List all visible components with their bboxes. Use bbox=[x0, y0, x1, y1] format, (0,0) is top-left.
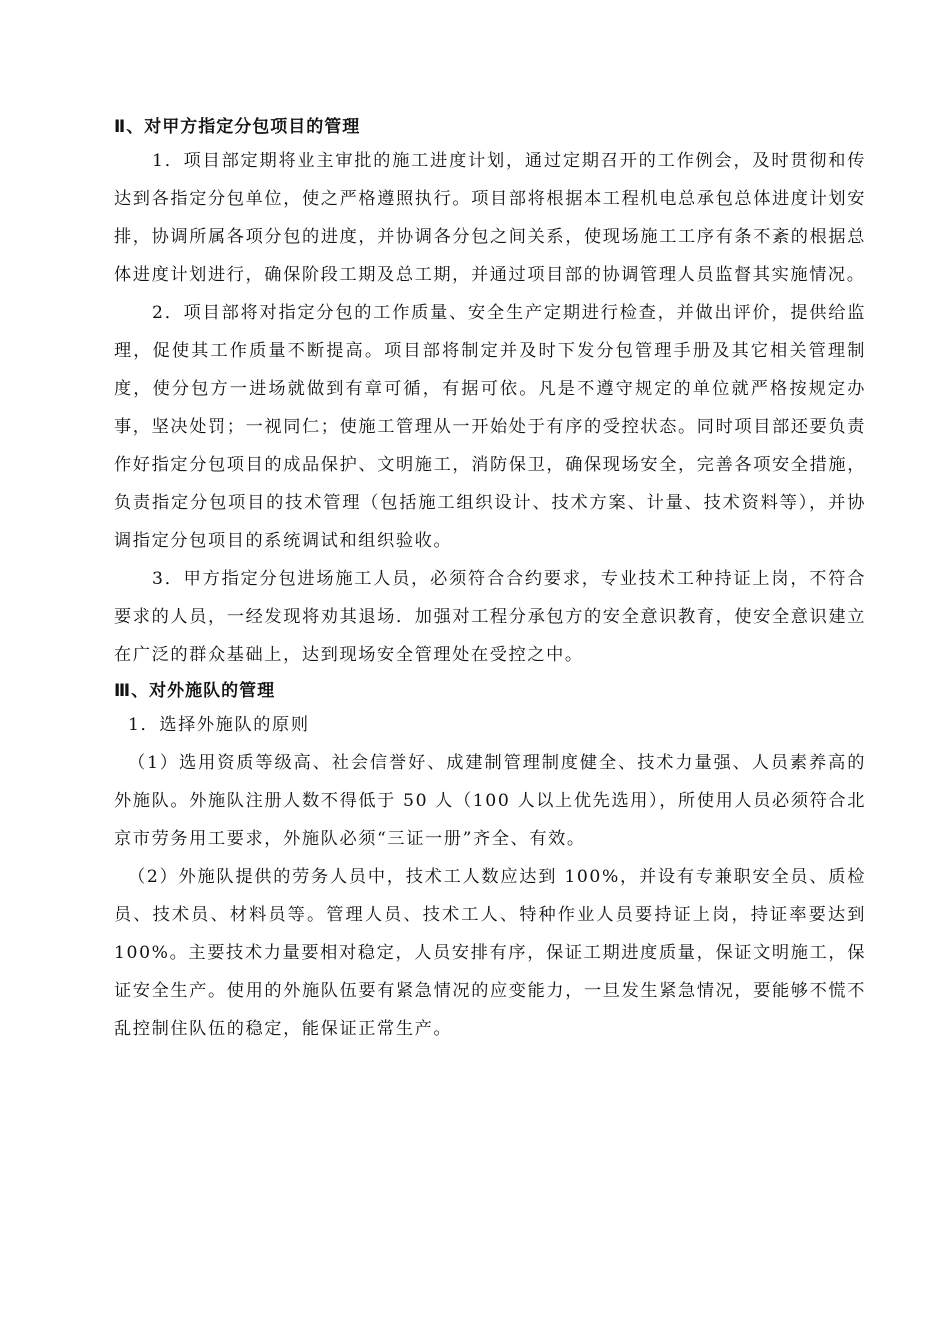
section-heading-3: Ⅲ、对外施队的管理 bbox=[114, 681, 276, 701]
paragraph-3-2: （2）外施队提供的劳务人员中，技术工人数应达到 100%，并设有专兼职安全员、质检员、技术员、材料员等。管理人员、技术工人、特种作业人员要持证上岗，持证率要达到 100%。主要技术力量要相对稳定，人员安排有序，保证工期进度质量，保证文明施工，保证安全生产。使用的外施队伍要有紧急情况的应变能力，一旦发生紧急情况，要能够不慌不乱控制住队伍的稳定，能保证正常生产。 bbox=[114, 867, 866, 1039]
subheading-3-1: 1．选择外施队的原则 bbox=[128, 715, 310, 735]
paragraph-2-3: 3．甲方指定分包进场施工人员，必须符合合约要求，专业技术工种持证上岗，不符合要求的人员，一经发现将劝其退场．加强对工程分承包方的安全意识教育，使安全意识建立在广泛的群众基础上，达到现场安全管理处在受控之中。 bbox=[114, 569, 866, 665]
document-page bbox=[114, 112, 866, 1048]
paragraph-2-1: 1．项目部定期将业主审批的施工进度计划，通过定期召开的工作例会，及时贯彻和传达到各指定分包单位，使之严格遵照执行。项目部将根据本工程机电总承包总体进度计划安排，协调所属各项分包的进度，并协调各分包之间关系，使现场施工工序有条不紊的根据总体进度计划进行，确保阶段工期及总工期，并通过项目部的协调管理人员监督其实施情况。 bbox=[114, 151, 866, 285]
paragraph-3-1: （1）选用资质等级高、社会信誉好、成建制管理制度健全、技术力量强、人员素养高的外施队。外施队注册人数不得低于 50 人（100 人以上优先选用），所使用人员必须符合北京市劳务用工要求，外施队必须“三证一册”齐全、有效。 bbox=[114, 753, 866, 849]
section-heading-2: Ⅱ、对甲方指定分包项目的管理 bbox=[114, 117, 361, 137]
paragraph-2-2: 2．项目部将对指定分包的工作质量、安全生产定期进行检查，并做出评价，提供给监理，促使其工作质量不断提高。项目部将制定并及时下发分包管理手册及其它相关管理制度，使分包方一进场就做到有章可循，有据可依。凡是不遵守规定的单位就严格按规定办事，坚决处罚；一视同仁；使施工管理从一开始处于有序的受控状态。同时项目部还要负责作好指定分包项目的成品保护、文明施工，消防保卫，确保现场安全，完善各项安全措施，负责指定分包项目的技术管理（包括施工组织设计、技术方案、计量、技术资料等），并协调指定分包项目的系统调试和组织验收。 bbox=[114, 303, 866, 551]
